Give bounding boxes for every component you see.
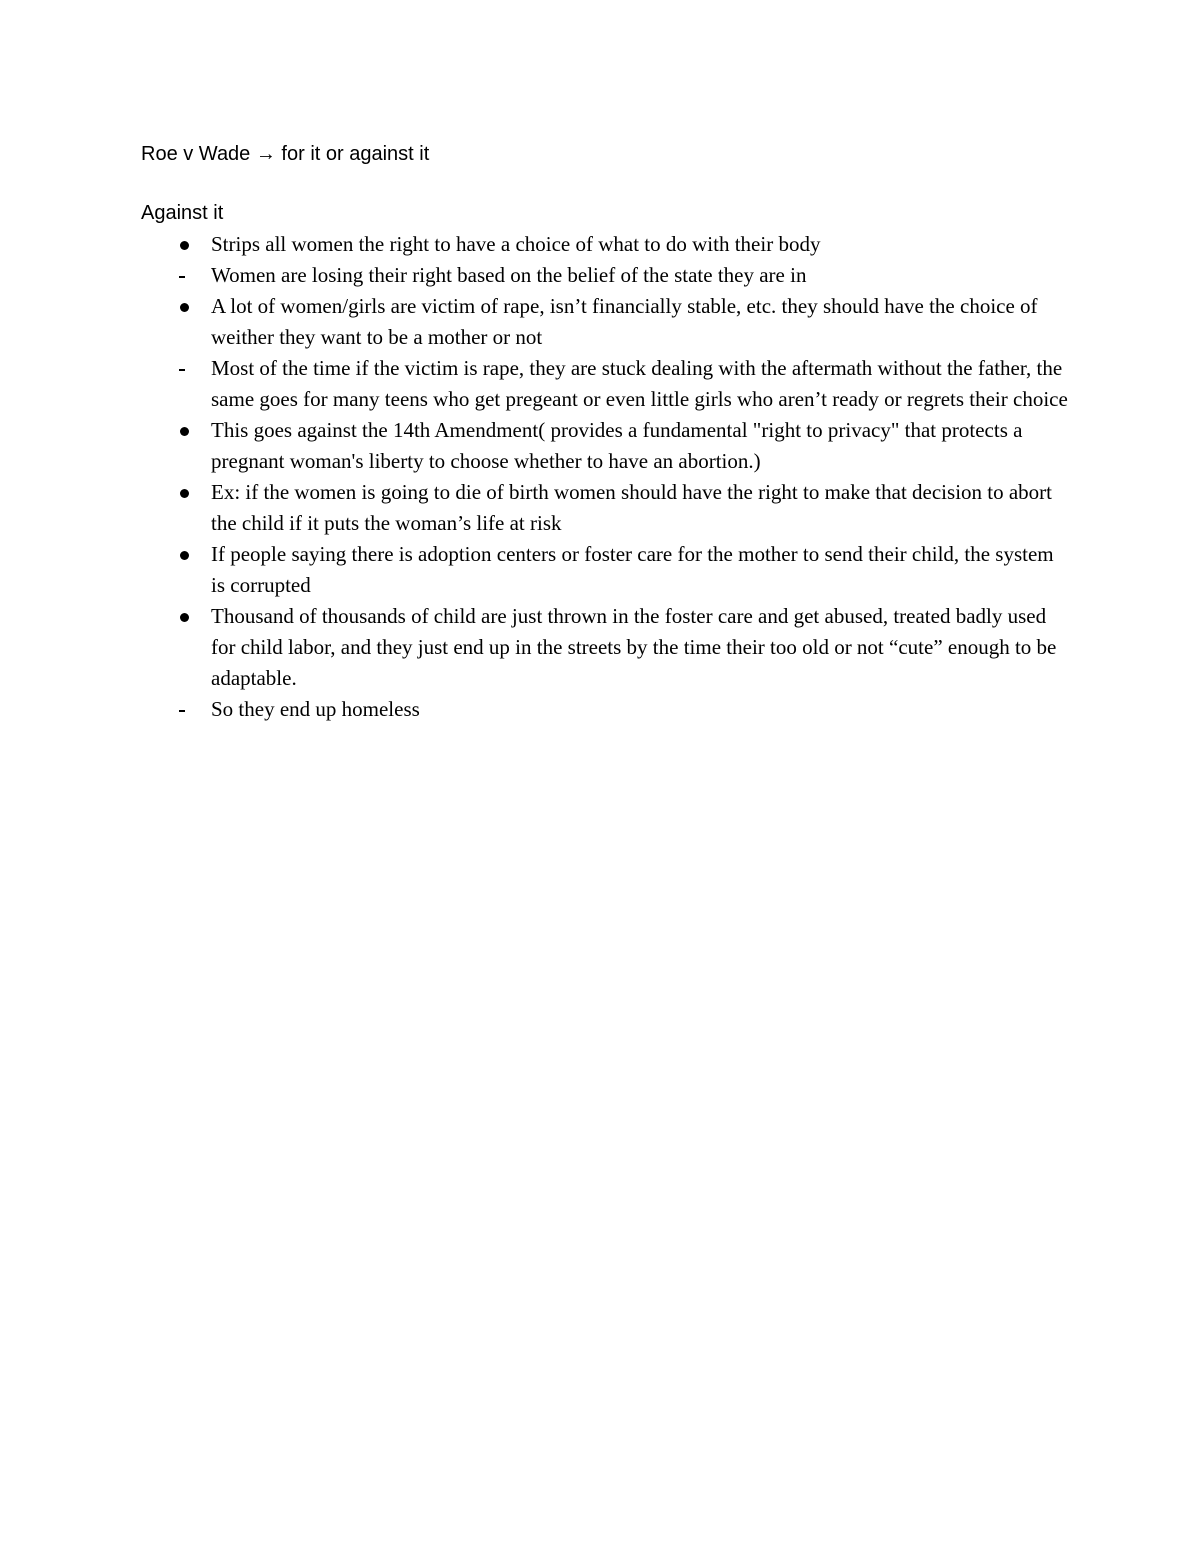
list-item-text: So they end up homeless — [211, 697, 420, 721]
list-item-text: Most of the time if the victim is rape, they are stuck dealing with the aftermath without the father, the same goes for many teens who get pregeant or even little girls who aren’t ready or regrets their choice — [211, 356, 1068, 411]
dash-icon — [170, 694, 200, 725]
section-heading: Against it — [141, 202, 224, 224]
argument-list — [170, 229, 1070, 725]
list-item-text: Thousand of thousands of child are just thrown in the foster care and get abused, treated badly used for child labor, and they just end up in the streets by the time their too old or not “cute” enough to be adaptable. — [211, 604, 1057, 690]
bullet-icon — [170, 415, 200, 446]
list-item — [170, 601, 1070, 694]
list-item — [170, 415, 1070, 477]
bullet-icon — [170, 539, 200, 570]
dash-icon — [170, 260, 200, 291]
bullet-icon — [170, 601, 200, 632]
list-item — [170, 260, 1070, 291]
bullet-icon — [170, 291, 200, 322]
list-item-text: This goes against the 14th Amendment( provides a fundamental "right to privacy" that protects a pregnant woman's liberty to choose whether to have an abortion.) — [211, 418, 1023, 473]
bullet-icon — [170, 229, 200, 260]
list-item — [170, 229, 1070, 260]
list-item — [170, 291, 1070, 353]
list-item-text: Ex: if the women is going to die of birth women should have the right to make that decision to abort the child if it puts the woman’s life at risk — [211, 480, 1053, 535]
document-title: Roe v Wade → for it or against it — [141, 143, 430, 165]
list-item-text: A lot of women/girls are victim of rape, isn’t financially stable, etc. they should have the choice of weither they want to be a mother or not — [211, 294, 1038, 349]
dash-icon — [170, 353, 200, 384]
list-item — [170, 353, 1070, 415]
bullet-icon — [170, 477, 200, 508]
list-item-text: Strips all women the right to have a choice of what to do with their body — [211, 232, 821, 256]
list-item-text: If people saying there is adoption centers or foster care for the mother to send their child, the system is corrupted — [211, 542, 1054, 597]
list-item — [170, 539, 1070, 601]
list-item-text: Women are losing their right based on the belief of the state they are in — [211, 263, 807, 287]
list-item — [170, 694, 1070, 725]
list-item — [170, 477, 1070, 539]
